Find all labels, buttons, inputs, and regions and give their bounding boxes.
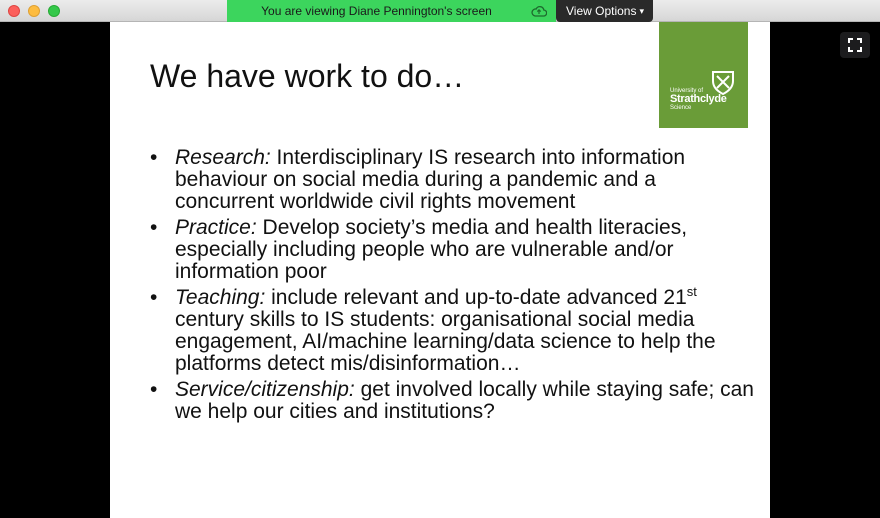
bullet-superscript: st <box>686 284 697 299</box>
zoom-window-button[interactable] <box>48 5 60 17</box>
chevron-down-icon: ▾ <box>639 6 644 16</box>
bullet-label: Research: <box>175 146 271 169</box>
screen-share-text: You are viewing Diane Pennington's screen <box>261 4 492 18</box>
logo-line1: University of <box>670 88 704 94</box>
minimize-window-button[interactable] <box>28 5 40 17</box>
view-options-label: View Options <box>566 4 637 18</box>
bullet-label: Practice: <box>175 216 257 239</box>
bullet-text: century skills to IS students: organisational social media engagement, AI/machine learning/data science to help the platforms detect mis/disinformation… <box>175 308 716 375</box>
bullet-label: Teaching: <box>175 286 266 309</box>
bullet-list <box>146 147 761 427</box>
bullet-teaching <box>146 284 761 375</box>
university-logo <box>659 22 748 128</box>
bullet-label: Service/citizenship: <box>175 378 355 401</box>
fullscreen-icon <box>840 32 870 58</box>
window-titlebar <box>0 0 880 22</box>
slide-title: We have work to do… <box>150 58 465 94</box>
logo-line3: Science <box>670 105 692 111</box>
bullet-service <box>146 379 761 423</box>
bullet-text: get involved locally while staying safe; can we help our cities and institutions? <box>175 378 754 423</box>
close-window-button[interactable] <box>8 5 20 17</box>
cloud-icon <box>531 4 547 18</box>
bullet-text: Develop society’s media and health literacies, especially including people who are vulnerable and/or information poor <box>175 216 688 283</box>
bullet-text: Interdisciplinary IS research into information behaviour on social media during a pandemic and a concurrent worldwide civil rights movement <box>175 146 686 213</box>
logo-wordmark <box>670 88 727 111</box>
fullscreen-button[interactable] <box>840 32 870 58</box>
screen-share-banner <box>227 0 556 22</box>
bullet-practice <box>146 217 761 283</box>
view-options-button[interactable] <box>556 0 653 22</box>
bullet-text: include relevant and up-to-date advanced 21 <box>265 286 687 309</box>
logo-line2: Strathclyde <box>670 93 727 105</box>
shared-slide <box>110 22 770 518</box>
bullet-research <box>146 147 761 213</box>
